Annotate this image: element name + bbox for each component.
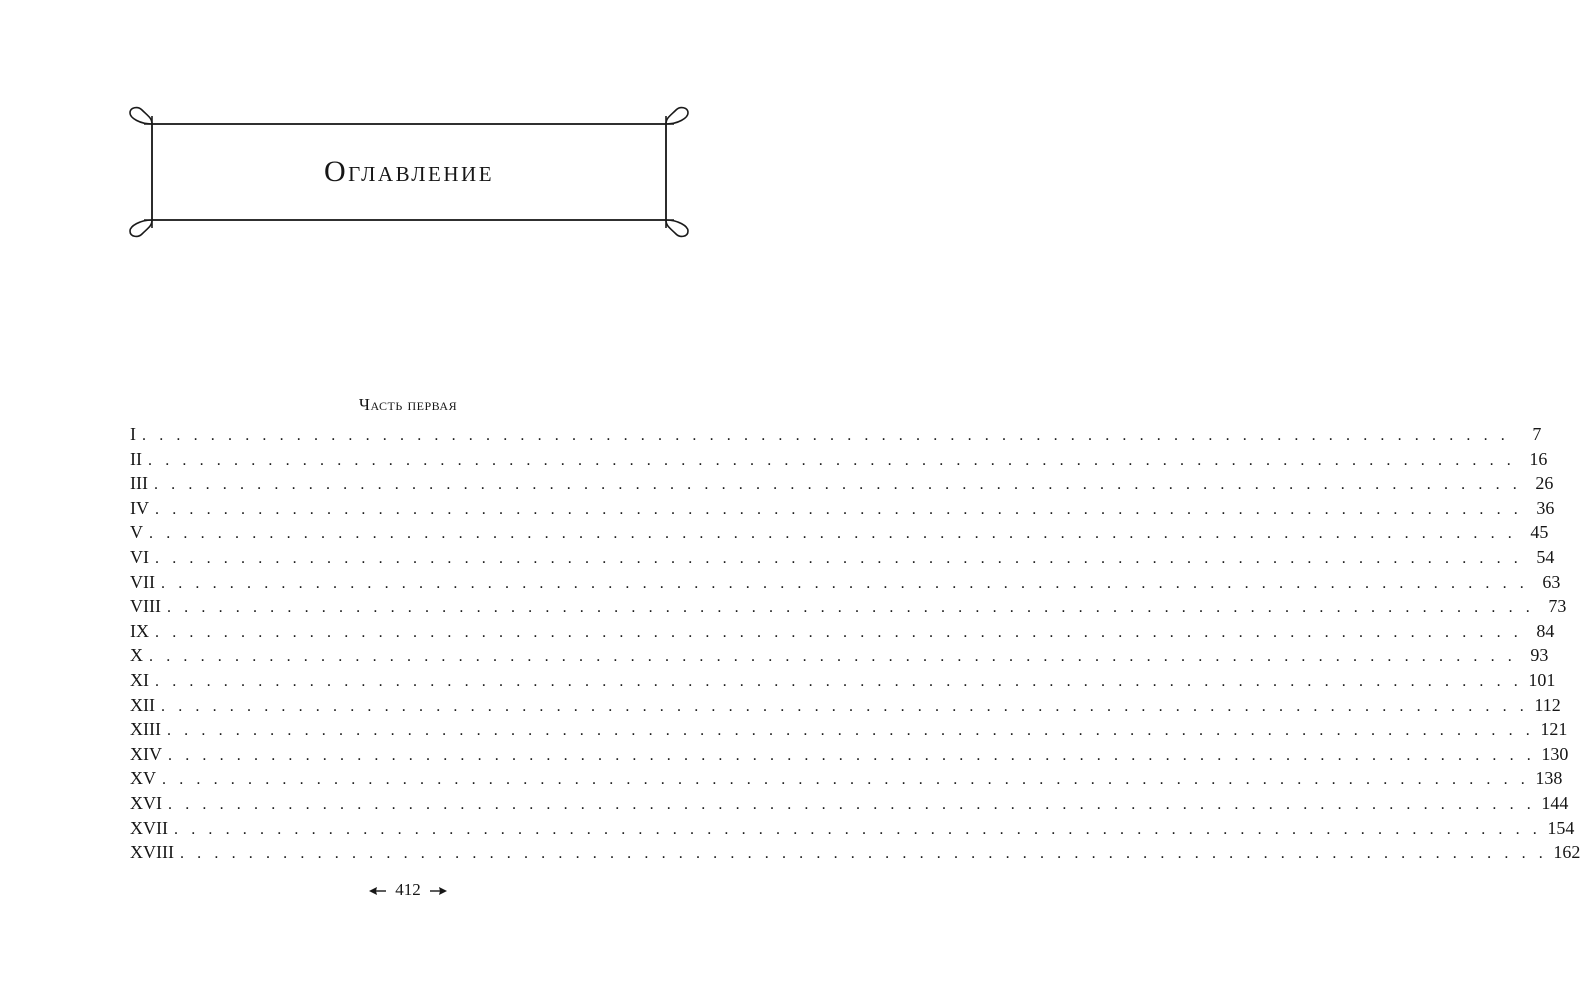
toc-entry [130, 791, 1569, 816]
toc-page-number: 54 [1536, 546, 1555, 567]
toc-dot-leader: . . . . . . . . . . . . . . . . . . . . . . . . . . . . . . . . . . . . . . . . . . . . . . . . . . . . . . . . . . . . . . . . . . . . . . . . . . . . . . . . [168, 746, 1536, 764]
toc-chapter-number: XII [130, 694, 155, 715]
toc-dot-leader: . . . . . . . . . . . . . . . . . . . . . . . . . . . . . . . . . . . . . . . . . . . . . . . . . . . . . . . . . . . . . . . . . . . . . . . . . . . . . . . . [155, 549, 1523, 567]
toc-page-number: 7 [1532, 424, 1542, 444]
toc-dot-leader: . . . . . . . . . . . . . . . . . . . . . . . . . . . . . . . . . . . . . . . . . . . . . . . . . . . . . . . . . . . . . . . . . . . . . . . . . . . . . . . . [149, 525, 1517, 543]
left-ornament-icon [369, 879, 387, 903]
toc-page-number: 144 [1541, 792, 1569, 813]
toc-dot-leader: . . . . . . . . . . . . . . . . . . . . . . . . . . . . . . . . . . . . . . . . . . . . . . . . . . . . . . . . . . . . . . . . . . . . . . . . . . . . . . . . [174, 820, 1542, 838]
toc-page-number: 162 [1553, 842, 1580, 863]
toc-chapter-number: VIII [130, 596, 161, 617]
page-title: Оглавление [323, 155, 495, 188]
toc-dot-leader: . . . . . . . . . . . . . . . . . . . . . . . . . . . . . . . . . . . . . . . . . . . . . . . . . . . . . . . . . . . . . . . . . . . . . . . . . . . . . . . . [162, 771, 1530, 789]
toc-chapter-number: XVII [130, 817, 168, 838]
toc-page-number: 63 [1542, 571, 1561, 592]
toc-chapter-number: II [130, 448, 142, 469]
toc-page-number: 45 [1530, 522, 1549, 543]
title-frame [124, 104, 694, 240]
toc-entry [130, 520, 1549, 545]
right-ornament-icon [429, 879, 447, 903]
toc-dot-leader: . . . . . . . . . . . . . . . . . . . . . . . . . . . . . . . . . . . . . . . . . . . . . . . . . . . . . . . . . . . . . . . . . . . . . . . . . . . . . . . . [155, 500, 1523, 518]
toc-entry [130, 471, 1554, 496]
toc-page-number: 130 [1541, 743, 1569, 764]
toc-chapter-number: XVI [130, 792, 162, 813]
toc-entry [130, 693, 1561, 718]
toc-entry [130, 545, 1555, 570]
toc-dot-leader: . . . . . . . . . . . . . . . . . . . . . . . . . . . . . . . . . . . . . . . . . . . . . . . . . . . . . . . . . . . . . . . . . . . . . . . . . . . . . . . . [161, 697, 1529, 715]
toc-page-number: 73 [1548, 596, 1567, 617]
toc-entry [130, 496, 1555, 521]
toc-chapter-number: III [130, 473, 148, 494]
toc-chapter-number: VI [130, 546, 149, 567]
toc-entry [130, 422, 1542, 447]
toc-page-number: 121 [1540, 719, 1568, 740]
toc-entry [130, 619, 1555, 644]
page-number: 412 [395, 880, 421, 899]
toc-entry [130, 742, 1569, 767]
toc-page-number: 138 [1535, 768, 1563, 789]
toc-dot-leader: . . . . . . . . . . . . . . . . . . . . . . . . . . . . . . . . . . . . . . . . . . . . . . . . . . . . . . . . . . . . . . . . . . . . . . . . . . . . . . . . [148, 451, 1516, 469]
toc-chapter-number: XIII [130, 719, 161, 740]
toc-entry [130, 594, 1567, 619]
toc-page-number: 101 [1528, 669, 1556, 690]
toc-page-number: 112 [1534, 694, 1561, 715]
toc-dot-leader: . . . . . . . . . . . . . . . . . . . . . . . . . . . . . . . . . . . . . . . . . . . . . . . . . . . . . . . . . . . . . . . . . . . . . . . . . . . . . . . . [168, 795, 1536, 813]
toc-chapter-number: XV [130, 768, 156, 789]
toc-dot-leader: . . . . . . . . . . . . . . . . . . . . . . . . . . . . . . . . . . . . . . . . . . . . . . . . . . . . . . . . . . . . . . . . . . . . . . . . . . . . . . . . [166, 599, 1535, 617]
toc-page-number: 84 [1536, 620, 1555, 641]
toc-dot-leader: . . . . . . . . . . . . . . . . . . . . . . . . . . . . . . . . . . . . . . . . . . . . . . . . . . . . . . . . . . . . . . . . . . . . . . . . . . . . . . . . [149, 648, 1517, 666]
toc-chapter-number: XIV [130, 743, 162, 764]
toc-dot-leader: . . . . . . . . . . . . . . . . . . . . . . . . . . . . . . . . . . . . . . . . . . . . . . . . . . . . . . . . . . . . . . . . . . . . . . . . . . . . . . . . [161, 574, 1529, 592]
toc-chapter-number: VII [130, 571, 155, 592]
toc-entry [130, 717, 1568, 742]
toc-page-number: 16 [1529, 448, 1548, 469]
toc-page-number: 36 [1536, 497, 1555, 518]
toc-entry [130, 766, 1563, 791]
toc-page-number: 154 [1547, 817, 1575, 838]
toc-dot-leader: . . . . . . . . . . . . . . . . . . . . . . . . . . . . . . . . . . . . . . . . . . . . . . . . . . . . . . . . . . . . . . . . . . . . . . . . . . . . . . . . [166, 722, 1535, 740]
toc-chapter-number: I [130, 424, 136, 444]
toc-dot-leader: . . . . . . . . . . . . . . . . . . . . . . . . . . . . . . . . . . . . . . . . . . . . . . . . . . . . . . . . . . . . . . . . . . . . . . . . . . . . . . . . [155, 672, 1523, 690]
toc-chapter-number: XI [130, 669, 149, 690]
toc-entry [130, 643, 1549, 668]
toc-chapter-number: IX [130, 620, 149, 641]
toc-chapter-number: X [130, 645, 143, 666]
toc-entry [130, 840, 1580, 865]
toc-chapter-number: V [130, 522, 143, 543]
page-footer [0, 878, 816, 903]
toc-chapter-number: IV [130, 497, 149, 518]
toc-dot-leader: . . . . . . . . . . . . . . . . . . . . . . . . . . . . . . . . . . . . . . . . . . . . . . . . . . . . . . . . . . . . . . . . . . . . . . . . . . . . . . . . [153, 476, 1522, 494]
toc-entry [130, 570, 1561, 595]
toc-entry [130, 668, 1556, 693]
toc-dot-leader: . . . . . . . . . . . . . . . . . . . . . . . . . . . . . . . . . . . . . . . . . . . . . . . . . . . . . . . . . . . . . . . . . . . . . . . . . . . . . . . . [142, 427, 1510, 444]
toc-page-number: 93 [1530, 645, 1549, 666]
toc-page-number: 26 [1535, 473, 1554, 494]
toc-list [130, 422, 1580, 865]
toc-chapter-number: XVIII [130, 842, 174, 863]
toc-entry [130, 447, 1548, 472]
part-heading: Часть первая [358, 395, 458, 414]
toc-entry [130, 816, 1575, 841]
toc-dot-leader: . . . . . . . . . . . . . . . . . . . . . . . . . . . . . . . . . . . . . . . . . . . . . . . . . . . . . . . . . . . . . . . . . . . . . . . . . . . . . . . . [155, 623, 1523, 641]
toc-dot-leader: . . . . . . . . . . . . . . . . . . . . . . . . . . . . . . . . . . . . . . . . . . . . . . . . . . . . . . . . . . . . . . . . . . . . . . . . . . . . . . . . [179, 845, 1548, 863]
